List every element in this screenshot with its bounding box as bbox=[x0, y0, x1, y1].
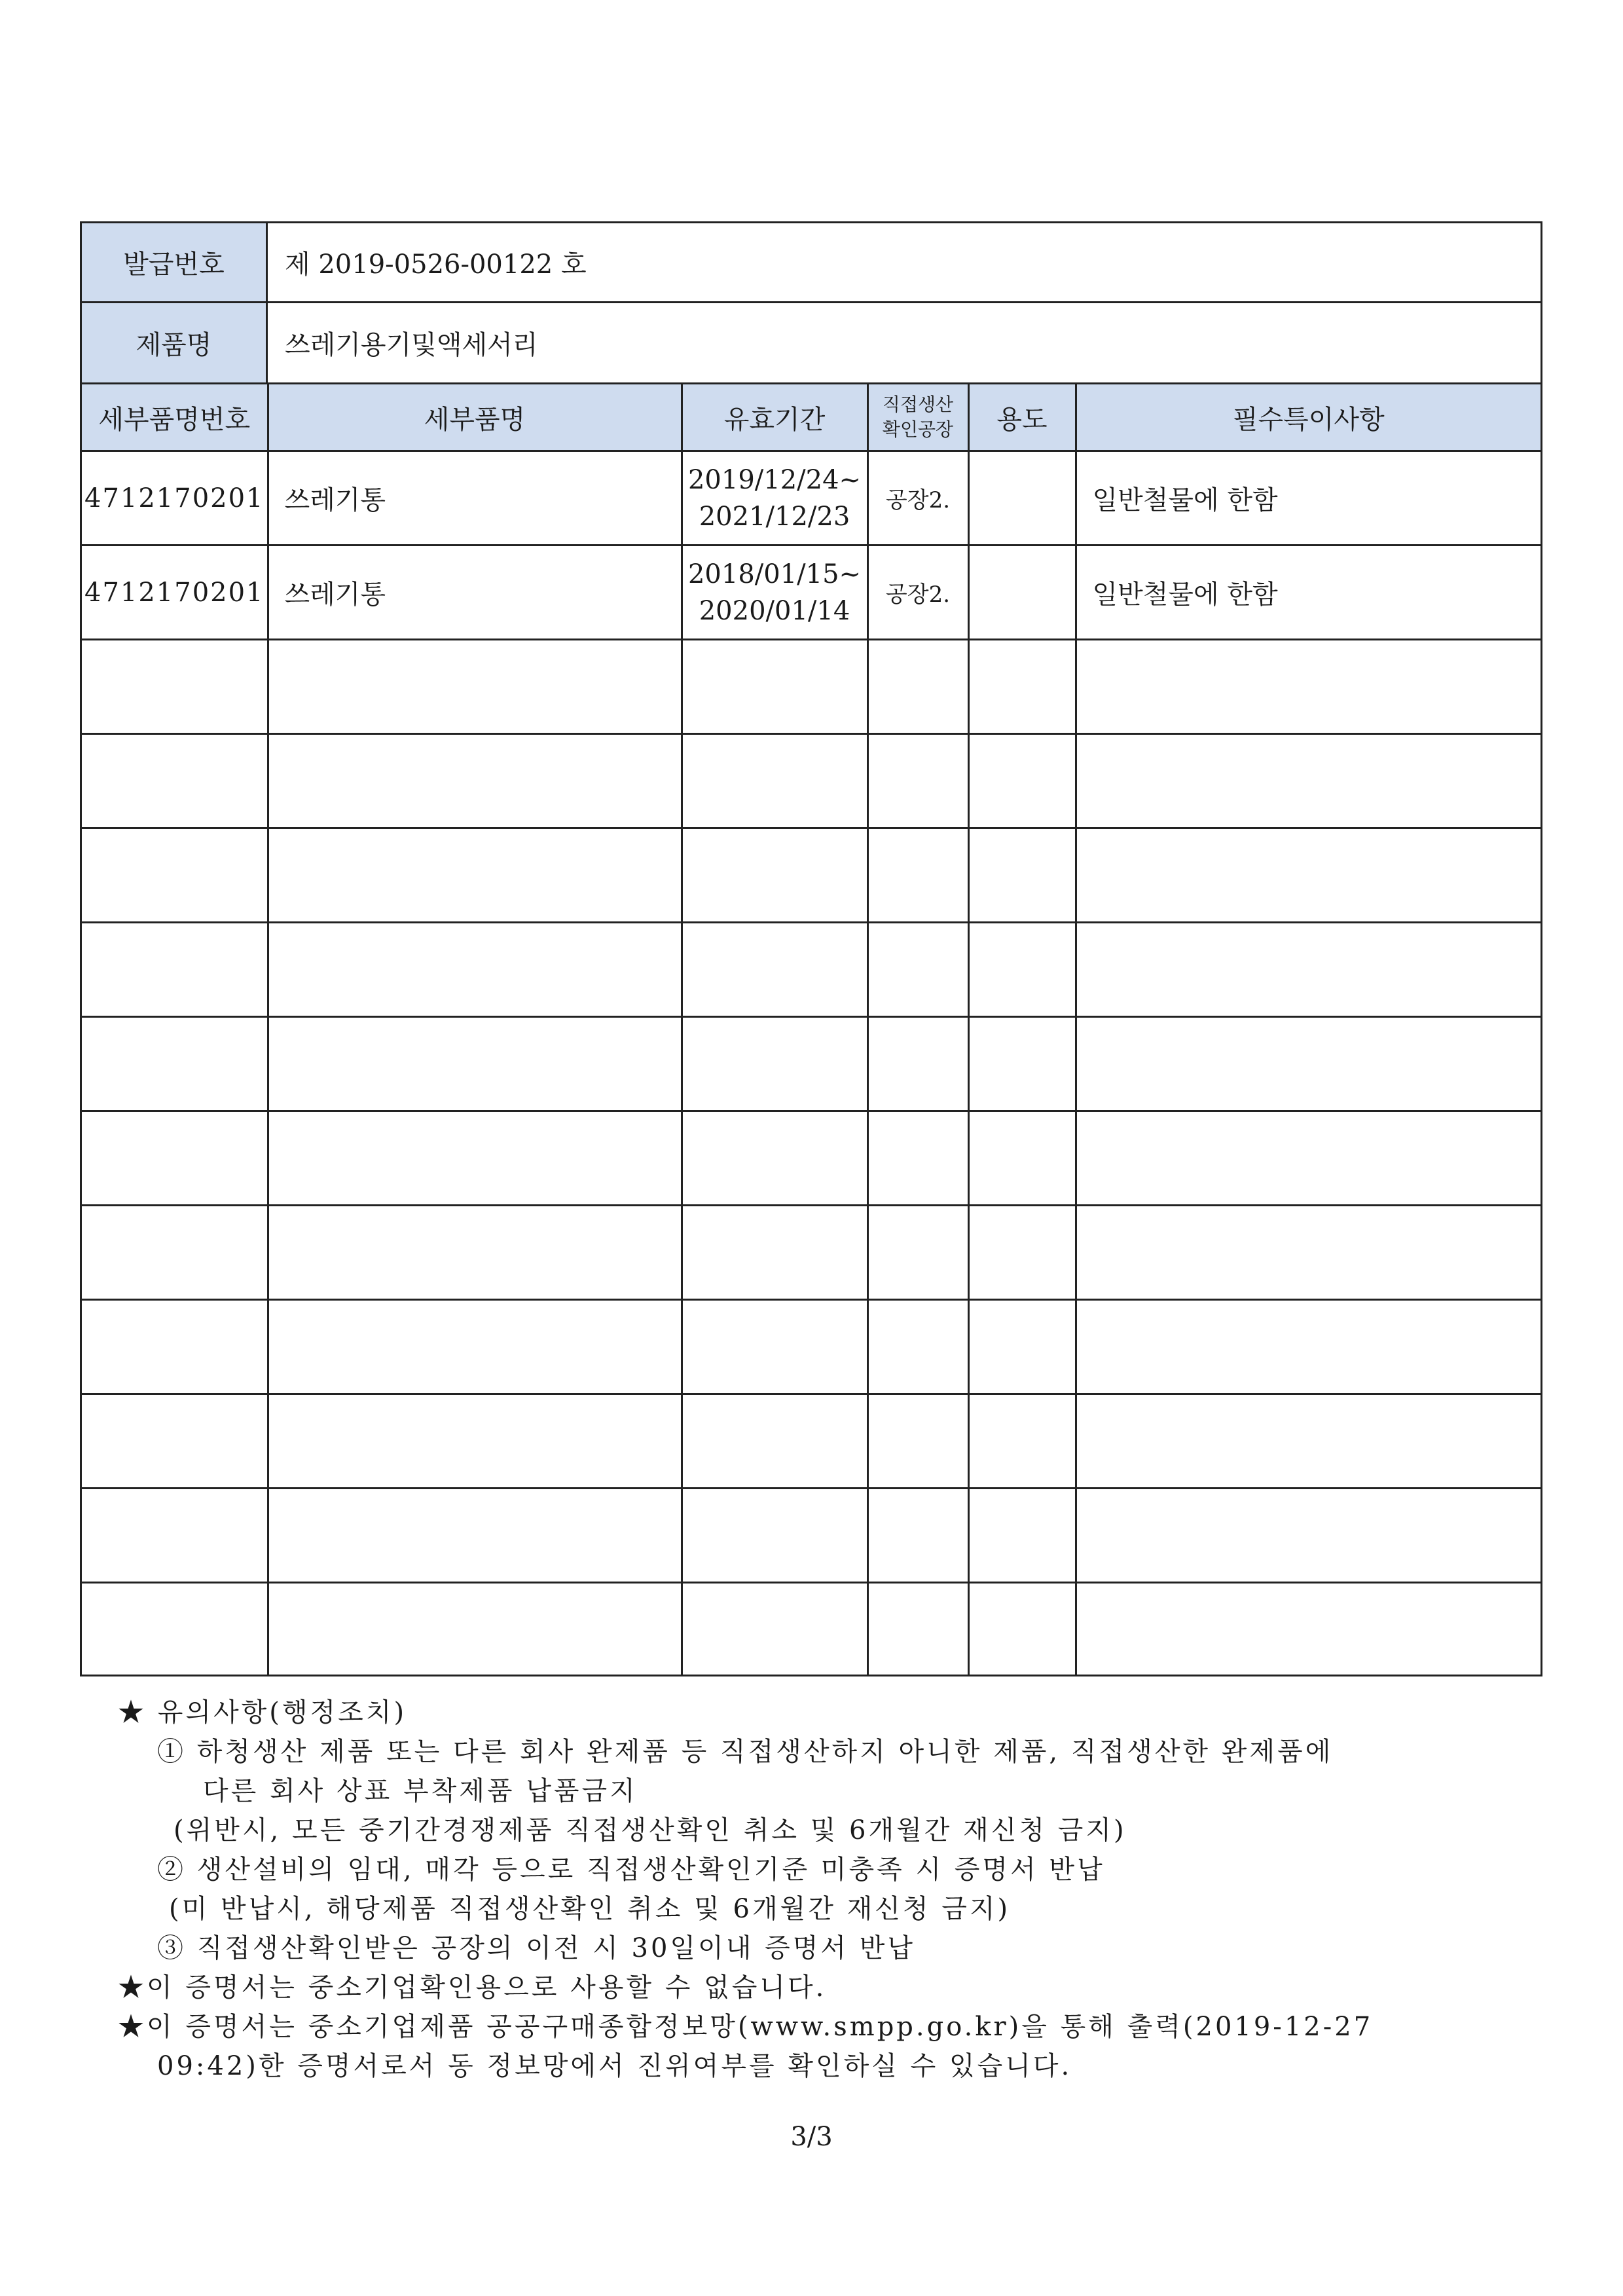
notice-item-1-penalty: (위반시, 모든 중기간경쟁제품 직접생산확인 취소 및 6개월간 재신청 금지) bbox=[173, 1815, 1127, 1845]
empty-cell bbox=[268, 923, 682, 1017]
notice-title: ★ 유의사항(행정조치) bbox=[118, 1697, 407, 1728]
empty-cell bbox=[268, 1583, 682, 1676]
empty-cell bbox=[82, 1300, 268, 1394]
row-code: 4712170201 bbox=[82, 451, 268, 546]
empty-cell bbox=[682, 1206, 867, 1300]
notice-star-3: ★이 증명서는 중소기업제품 공공구매종합정보망(www.smpp.go.kr)을 통해 출력(2019-12-27 bbox=[118, 2012, 1374, 2042]
empty-cell bbox=[1076, 1300, 1541, 1394]
table-row-empty bbox=[82, 1111, 1541, 1206]
empty-cell bbox=[268, 1394, 682, 1489]
empty-cell bbox=[867, 828, 968, 923]
empty-cell bbox=[682, 1583, 867, 1676]
col-header-note: 필수특이사항 bbox=[1076, 384, 1541, 451]
empty-cell bbox=[82, 923, 268, 1017]
empty-cell bbox=[82, 734, 268, 828]
empty-cell bbox=[1076, 640, 1541, 734]
row-name: 쓰레기통 bbox=[268, 546, 682, 640]
empty-cell bbox=[968, 1489, 1076, 1583]
empty-cell bbox=[82, 640, 268, 734]
row-factory: 공장2. bbox=[867, 546, 968, 640]
table-row-empty bbox=[82, 1017, 1541, 1111]
table-row-empty bbox=[82, 828, 1541, 923]
row-code: 4712170201 bbox=[82, 546, 268, 640]
product-name-label: 제품명 bbox=[82, 303, 268, 382]
notice-item-2: ② 생산설비의 임대, 매각 등으로 직접생산확인기준 미충족 시 증명서 반납 bbox=[157, 1855, 1105, 1885]
row-period: 2018/01/15~ 2020/01/14 bbox=[682, 546, 867, 640]
empty-cell bbox=[82, 1489, 268, 1583]
empty-cell bbox=[682, 1394, 867, 1489]
empty-cell bbox=[867, 1394, 968, 1489]
empty-cell bbox=[82, 1394, 268, 1489]
col-header-factory: 직접생산 확인공장 bbox=[867, 384, 968, 451]
col-header-name: 세부품명 bbox=[268, 384, 682, 451]
empty-cell bbox=[968, 640, 1076, 734]
empty-cell bbox=[268, 1206, 682, 1300]
empty-cell bbox=[268, 828, 682, 923]
notice-star-3-cont: 09:42)한 증명서로서 동 정보망에서 진위여부를 확인하실 수 있습니다. bbox=[157, 2051, 1072, 2081]
notice-item-1-cont: 다른 회사 상표 부착제품 납품금지 bbox=[203, 1776, 638, 1806]
empty-cell bbox=[867, 1583, 968, 1676]
empty-cell bbox=[867, 1300, 968, 1394]
table-row-empty bbox=[82, 923, 1541, 1017]
table-row-empty bbox=[82, 734, 1541, 828]
table-row-empty bbox=[82, 1394, 1541, 1489]
issue-number-value: 제 2019-0526-00122 호 bbox=[285, 250, 587, 280]
table-row-empty bbox=[82, 640, 1541, 734]
notice-item-3: ③ 직접생산확인받은 공장의 이전 시 30일이내 증명서 반납 bbox=[157, 1933, 915, 1963]
empty-cell bbox=[867, 640, 968, 734]
notice-star-2: ★이 증명서는 중소기업확인용으로 사용할 수 없습니다. bbox=[118, 1972, 827, 2003]
row-factory: 공장2. bbox=[867, 451, 968, 546]
row-name: 쓰레기통 bbox=[268, 451, 682, 546]
empty-cell bbox=[867, 1206, 968, 1300]
empty-cell bbox=[82, 828, 268, 923]
empty-cell bbox=[968, 923, 1076, 1017]
empty-cell bbox=[268, 1017, 682, 1111]
row-note: 일반철물에 한함 bbox=[1076, 451, 1541, 546]
empty-cell bbox=[268, 734, 682, 828]
empty-cell bbox=[1076, 1489, 1541, 1583]
empty-cell bbox=[867, 1111, 968, 1206]
empty-cell bbox=[1076, 1394, 1541, 1489]
table-row-empty bbox=[82, 1583, 1541, 1676]
notice-section bbox=[118, 1693, 1525, 2086]
table-header-row bbox=[82, 384, 1541, 451]
empty-cell bbox=[968, 1300, 1076, 1394]
empty-cell bbox=[867, 1489, 968, 1583]
empty-cell bbox=[968, 1394, 1076, 1489]
empty-cell bbox=[968, 828, 1076, 923]
empty-cell bbox=[968, 734, 1076, 828]
empty-cell bbox=[682, 640, 867, 734]
empty-cell bbox=[1076, 1583, 1541, 1676]
empty-cell bbox=[968, 1583, 1076, 1676]
product-name-row bbox=[82, 303, 1541, 384]
empty-cell bbox=[1076, 828, 1541, 923]
empty-cell bbox=[1076, 1017, 1541, 1111]
empty-cell bbox=[1076, 1111, 1541, 1206]
table-row bbox=[82, 546, 1541, 640]
row-usage bbox=[968, 451, 1076, 546]
empty-cell bbox=[867, 734, 968, 828]
empty-cell bbox=[968, 1111, 1076, 1206]
table-row-empty bbox=[82, 1489, 1541, 1583]
empty-cell bbox=[268, 1489, 682, 1583]
empty-cell bbox=[1076, 923, 1541, 1017]
empty-cell bbox=[268, 1300, 682, 1394]
empty-cell bbox=[268, 640, 682, 734]
row-note: 일반철물에 한함 bbox=[1076, 546, 1541, 640]
col-header-code: 세부품명번호 bbox=[82, 384, 268, 451]
empty-cell bbox=[682, 1017, 867, 1111]
empty-cell bbox=[968, 1206, 1076, 1300]
table-row-empty bbox=[82, 1300, 1541, 1394]
row-period: 2019/12/24~ 2021/12/23 bbox=[682, 451, 867, 546]
empty-cell bbox=[268, 1111, 682, 1206]
empty-cell bbox=[1076, 734, 1541, 828]
detail-table bbox=[82, 384, 1541, 1676]
empty-cell bbox=[682, 1489, 867, 1583]
certificate-sheet bbox=[80, 221, 1542, 1676]
col-header-usage: 용도 bbox=[968, 384, 1076, 451]
row-usage bbox=[968, 546, 1076, 640]
product-name-value: 쓰레기용기및액세서리 bbox=[285, 330, 538, 360]
page-number: 3/3 bbox=[790, 2122, 833, 2152]
empty-cell bbox=[1076, 1206, 1541, 1300]
empty-cell bbox=[682, 1300, 867, 1394]
col-header-period: 유효기간 bbox=[682, 384, 867, 451]
issue-number-label: 발급번호 bbox=[82, 223, 268, 301]
table-row-empty bbox=[82, 1206, 1541, 1300]
empty-cell bbox=[82, 1583, 268, 1676]
notice-item-2-penalty: (미 반납시, 해당제품 직접생산확인 취소 및 6개월간 재신청 금지) bbox=[169, 1894, 1011, 1924]
empty-cell bbox=[867, 1017, 968, 1111]
empty-cell bbox=[682, 734, 867, 828]
issue-number-row bbox=[82, 223, 1541, 303]
empty-cell bbox=[682, 828, 867, 923]
empty-cell bbox=[82, 1206, 268, 1300]
empty-cell bbox=[82, 1111, 268, 1206]
table-row bbox=[82, 451, 1541, 546]
empty-cell bbox=[968, 1017, 1076, 1111]
notice-item-1: ① 하청생산 제품 또는 다른 회사 완제품 등 직접생산하지 아니한 제품, 직접생산한 완제품에 bbox=[157, 1737, 1334, 1767]
empty-cell bbox=[82, 1017, 268, 1111]
empty-cell bbox=[682, 1111, 867, 1206]
empty-cell bbox=[867, 923, 968, 1017]
empty-cell bbox=[682, 923, 867, 1017]
